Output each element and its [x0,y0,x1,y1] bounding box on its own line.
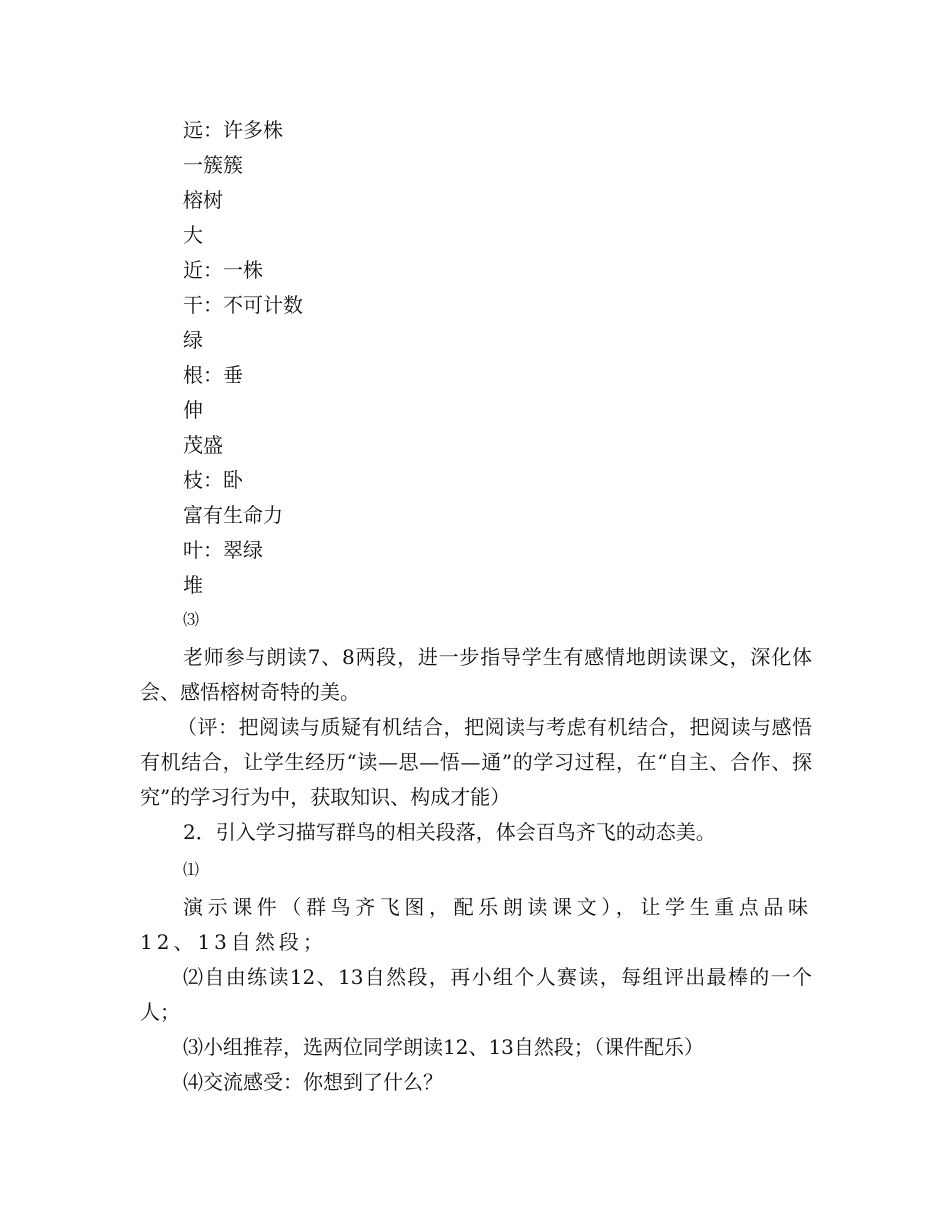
outline-line-clusters: 一簇簇 [183,153,243,177]
paragraph-evaluation-comment: （评：把阅读与质疑有机结合，把阅读与考虑有机结合，把阅读与感悟有机结合，让学生经历“读—思—悟—通”的学习过程，在“自主、合作、探究”的学习行为中，获取知识、构成才能） [140,715,812,809]
outline-line-branch: 枝：卧 [183,468,243,492]
outline-line-vitality: 富有生命力 [183,503,283,527]
outline-line-stretch: 伸 [183,398,203,422]
paragraph-free-reading: ⑵自由练读12、13自然段，再小组个人赛读，每组评出最棒的一个人； [140,965,812,1024]
outline-line-pile: 堆 [183,573,203,597]
outline-line-green: 绿 [183,328,203,352]
outline-line-leaf: 叶：翠绿 [183,538,263,562]
outline-line-root: 根：垂 [183,363,243,387]
paragraph-share-feelings: ⑷交流感受：你想到了什么？ [183,1070,443,1094]
outline-line-lush: 茂盛 [183,433,223,457]
list-marker-3: ⑶ [183,610,200,629]
list-marker-1: ⑴ [183,860,200,879]
outline-line-trunk: 干：不可计数 [183,293,303,317]
paragraph-teacher-reading: 老师参与朗读7、8两段，进一步指导学生有感情地朗读课文，深化体会、感悟榕树奇特的美。 [140,645,812,704]
paragraph-courseware-demo: 演示课件（群鸟齐飞图，配乐朗读课文），让学生重点品味12、13自然段； [140,895,812,954]
outline-line-far: 远：许多株 [183,118,283,142]
outline-line-big: 大 [183,223,203,247]
outline-line-near: 近：一株 [183,258,263,282]
outline-line-banyan: 榕树 [183,188,223,212]
paragraph-group-recommend: ⑶小组推荐，选两位同学朗读12、13自然段；（课件配乐） [183,1035,704,1059]
section-heading-birds: 2．引入学习描写群鸟的相关段落，体会百鸟齐飞的动态美。 [183,820,716,844]
